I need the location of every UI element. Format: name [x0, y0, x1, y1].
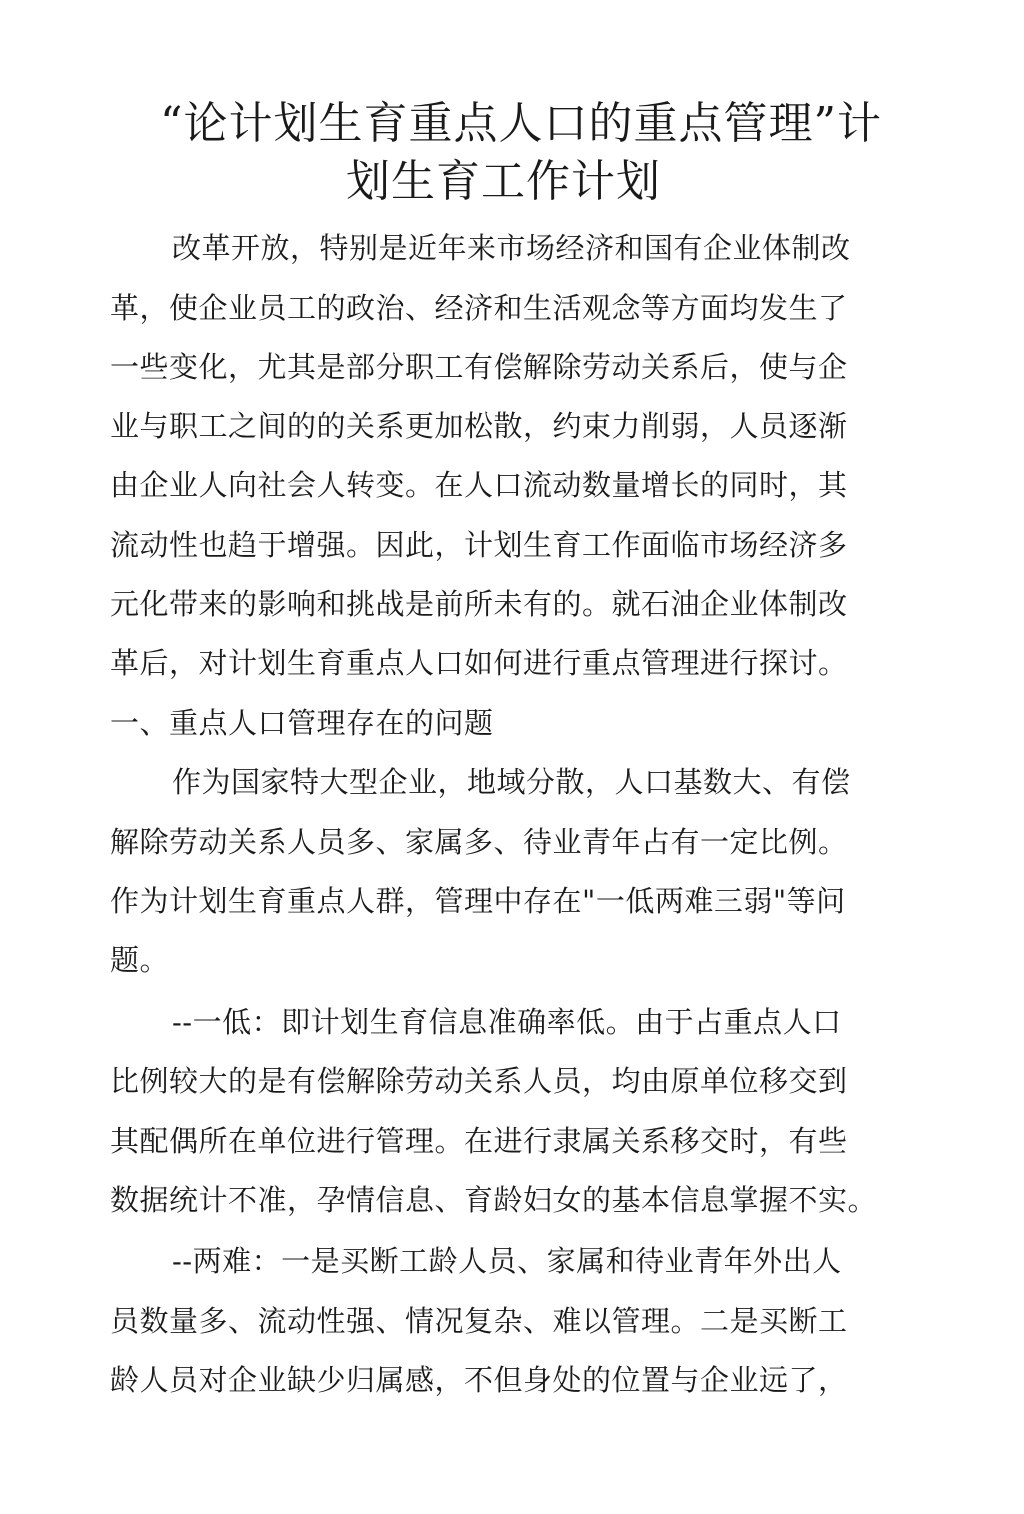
body-line-2: 革，使企业员工的政治、经济和生活观念等方面均发生了: [110, 291, 848, 325]
body-line-7: 元化带来的影响和挑战是前所未有的。就石油企业体制改: [110, 587, 848, 621]
document-title-line-2: 划生育工作计划: [346, 156, 661, 207]
body-line-19: 员数量多、流动性强、情况复杂、难以管理。二是买断工: [110, 1304, 848, 1338]
body-line-14: --一低：即计划生育信息准确率低。由于占重点人口: [172, 1005, 842, 1039]
body-line-11: 解除劳动关系人员多、家属多、待业青年占有一定比例。: [110, 825, 848, 859]
document-title-line-1: “论计划生育重点人口的重点管理”计: [160, 98, 882, 149]
section-heading-1: 一、重点人口管理存在的问题: [110, 706, 494, 740]
body-line-1: 改革开放，特别是近年来市场经济和国有企业体制改: [172, 231, 851, 265]
body-line-20: 龄人员对企业缺少归属感，不但身处的位置与企业远了，: [110, 1363, 848, 1397]
body-line-16: 其配偶所在单位进行管理。在进行隶属关系移交时，有些: [110, 1124, 848, 1158]
body-line-8: 革后，对计划生育重点人口如何进行重点管理进行探讨。: [110, 646, 848, 680]
body-line-13: 题。: [110, 943, 170, 977]
body-line-15: 比例较大的是有偿解除劳动关系人员，均由原单位移交到: [110, 1064, 848, 1098]
body-line-12: 作为计划生育重点人群，管理中存在"一低两难三弱"等问: [110, 884, 846, 918]
body-line-6: 流动性也趋于增强。因此，计划生育工作面临市场经济多: [110, 528, 848, 562]
body-line-3: 一些变化，尤其是部分职工有偿解除劳动关系后，使与企: [110, 350, 848, 384]
body-line-17: 数据统计不准，孕情信息、育龄妇女的基本信息掌握不实。: [110, 1183, 878, 1217]
body-line-18: --两难：一是买断工龄人员、家属和待业青年外出人: [172, 1244, 842, 1278]
body-line-10: 作为国家特大型企业，地域分散，人口基数大、有偿: [172, 765, 851, 799]
body-line-5: 由企业人向社会人转变。在人口流动数量增长的同时，其: [110, 468, 848, 502]
body-line-4: 业与职工之间的的关系更加松散，约束力削弱，人员逐渐: [110, 409, 848, 443]
